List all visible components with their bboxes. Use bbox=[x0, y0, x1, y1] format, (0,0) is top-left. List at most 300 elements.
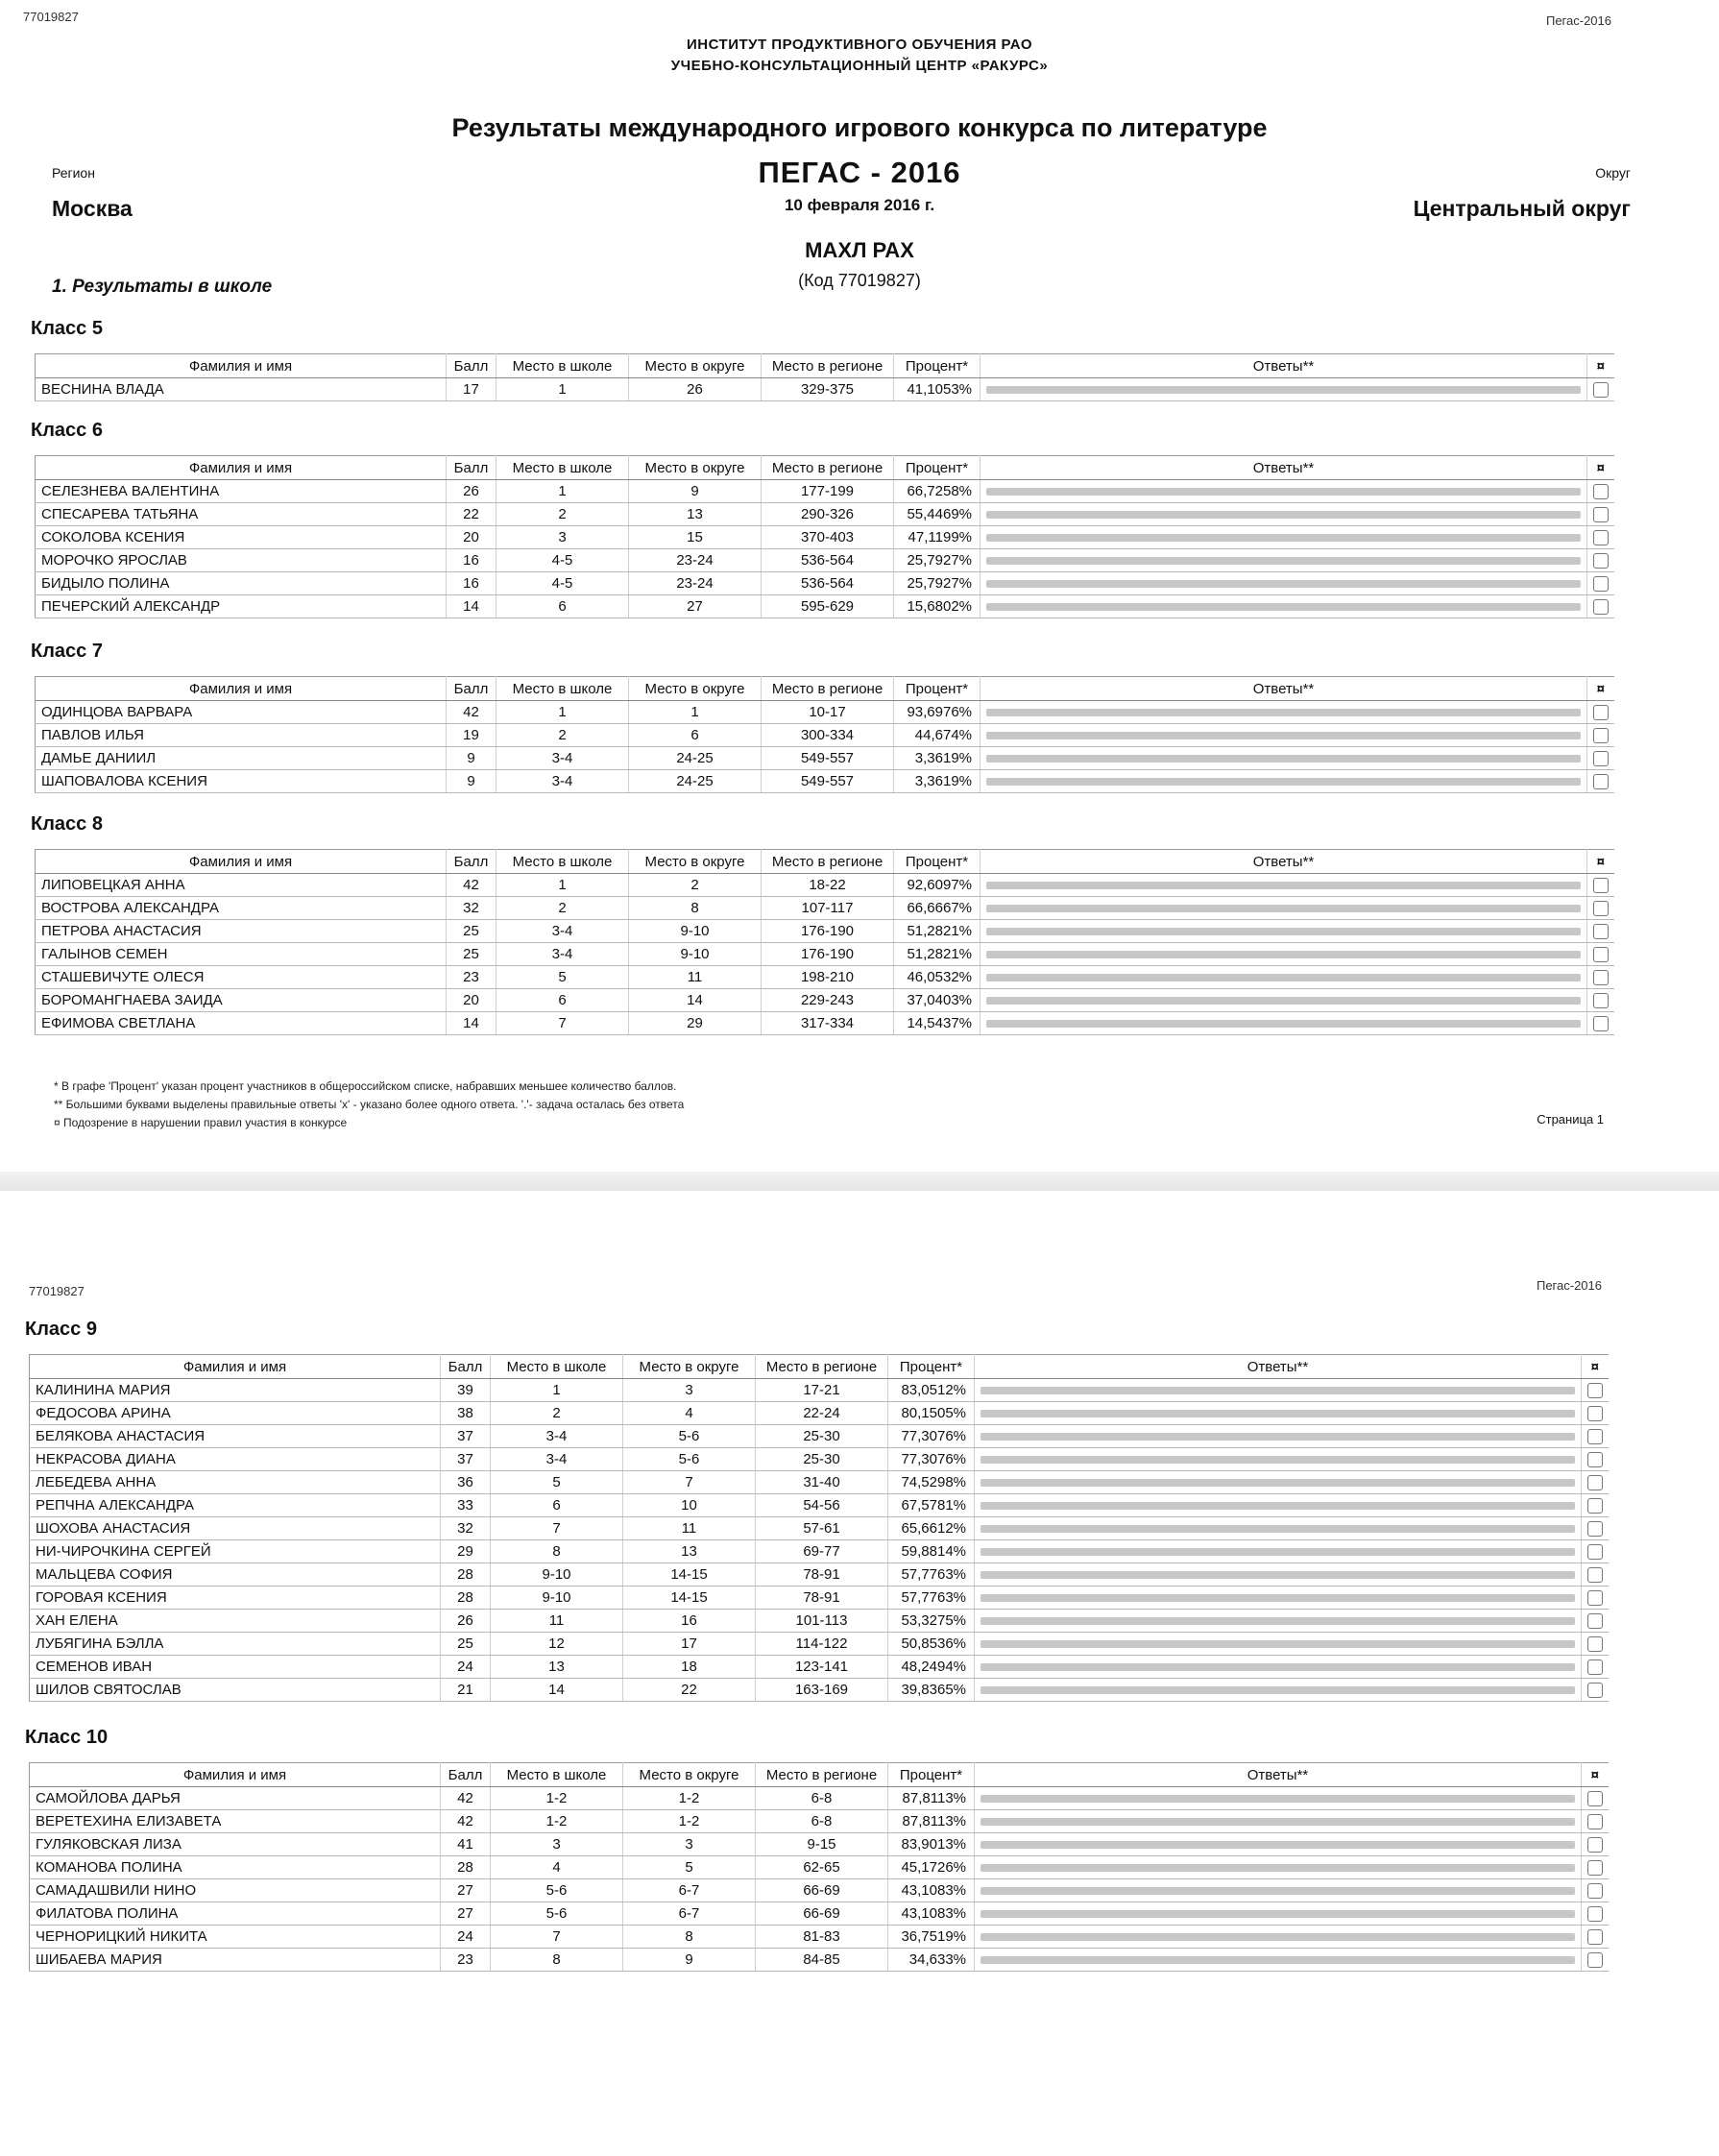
violation-flag-cell bbox=[1582, 1902, 1609, 1926]
table-row bbox=[36, 480, 1614, 503]
answers-cell bbox=[975, 1425, 1582, 1448]
document-code: 77019827 bbox=[23, 10, 79, 24]
table-row bbox=[30, 1379, 1609, 1402]
table-row bbox=[36, 897, 1614, 920]
column-header-score: Балл bbox=[447, 354, 496, 378]
violation-flag-cell bbox=[1582, 1949, 1609, 1972]
cell-name: ОДИНЦОВА ВАРВАРА bbox=[36, 701, 447, 724]
cell-percent: 3,3619% bbox=[894, 770, 981, 793]
answers-cell bbox=[981, 549, 1587, 572]
cell-school-place: 3 bbox=[496, 526, 629, 549]
cell-school-place: 2 bbox=[491, 1402, 623, 1425]
cell-district-place: 14 bbox=[629, 989, 762, 1012]
table-row bbox=[36, 920, 1614, 943]
cell-district-place: 2 bbox=[629, 874, 762, 897]
cell-percent: 47,1199% bbox=[894, 526, 981, 549]
cell-region-place: 62-65 bbox=[756, 1856, 888, 1879]
cell-district-place: 16 bbox=[623, 1610, 756, 1633]
cell-district-place: 5 bbox=[623, 1856, 756, 1879]
table-row bbox=[30, 1587, 1609, 1610]
answers-placeholder bbox=[981, 1933, 1575, 1941]
cell-name: САМАДАШВИЛИ НИНО bbox=[30, 1879, 441, 1902]
answers-cell bbox=[975, 1633, 1582, 1656]
cell-score: 32 bbox=[441, 1517, 491, 1540]
column-header-region-place: Место в регионе bbox=[756, 1763, 888, 1787]
class-title: Класс 7 bbox=[31, 641, 103, 662]
cell-name: ЕФИМОВА СВЕТЛАНА bbox=[36, 1012, 447, 1035]
answers-cell bbox=[981, 595, 1587, 618]
violation-flag-icon: ¤ bbox=[1596, 357, 1605, 375]
checkbox-icon bbox=[1587, 1383, 1603, 1398]
checkbox-icon bbox=[1593, 530, 1609, 545]
class-title: Класс 5 bbox=[31, 318, 103, 339]
cell-district-place: 6-7 bbox=[623, 1879, 756, 1902]
cell-percent: 25,7927% bbox=[894, 572, 981, 595]
cell-percent: 55,4469% bbox=[894, 503, 981, 526]
system-label-page-2: Пегас-2016 bbox=[1536, 1278, 1602, 1293]
cell-region-place: 25-30 bbox=[756, 1425, 888, 1448]
class-title: Класс 9 bbox=[25, 1319, 97, 1340]
answers-placeholder bbox=[986, 905, 1581, 912]
answers-placeholder bbox=[981, 1456, 1575, 1464]
cell-region-place: 300-334 bbox=[762, 724, 894, 747]
cell-district-place: 11 bbox=[629, 966, 762, 989]
cell-percent: 57,7763% bbox=[888, 1587, 975, 1610]
cell-region-place: 549-557 bbox=[762, 770, 894, 793]
cell-percent: 51,2821% bbox=[894, 920, 981, 943]
column-header-percent: Процент* bbox=[894, 354, 981, 378]
cell-school-place: 1 bbox=[496, 480, 629, 503]
answers-cell bbox=[975, 1471, 1582, 1494]
answers-placeholder bbox=[981, 1502, 1575, 1510]
cell-school-place: 4-5 bbox=[496, 572, 629, 595]
results-table bbox=[29, 1354, 1609, 1702]
cell-score: 36 bbox=[441, 1471, 491, 1494]
answers-placeholder bbox=[986, 1020, 1581, 1028]
violation-flag-cell bbox=[1582, 1926, 1609, 1949]
checkbox-icon bbox=[1593, 970, 1609, 985]
table-row bbox=[36, 503, 1614, 526]
answers-placeholder bbox=[986, 488, 1581, 496]
table-row bbox=[36, 572, 1614, 595]
cell-region-place: 123-141 bbox=[756, 1656, 888, 1679]
table-row bbox=[30, 1610, 1609, 1633]
cell-score: 9 bbox=[447, 770, 496, 793]
cell-district-place: 24-25 bbox=[629, 747, 762, 770]
violation-flag-cell bbox=[1587, 572, 1614, 595]
cell-district-place: 13 bbox=[629, 503, 762, 526]
answers-placeholder bbox=[981, 1910, 1575, 1918]
cell-region-place: 370-403 bbox=[762, 526, 894, 549]
cell-region-place: 329-375 bbox=[762, 378, 894, 401]
cell-school-place: 6 bbox=[491, 1494, 623, 1517]
column-header-percent: Процент* bbox=[894, 456, 981, 480]
cell-school-place: 2 bbox=[496, 897, 629, 920]
cell-district-place: 9-10 bbox=[629, 943, 762, 966]
cell-score: 32 bbox=[447, 897, 496, 920]
cell-percent: 15,6802% bbox=[894, 595, 981, 618]
cell-name: ГУЛЯКОВСКАЯ ЛИЗА bbox=[30, 1833, 441, 1856]
cell-score: 16 bbox=[447, 572, 496, 595]
answers-placeholder bbox=[986, 974, 1581, 981]
column-header-answers: Ответы** bbox=[981, 677, 1587, 701]
answers-placeholder bbox=[981, 1387, 1575, 1394]
cell-school-place: 3-4 bbox=[496, 770, 629, 793]
cell-region-place: 81-83 bbox=[756, 1926, 888, 1949]
cell-percent: 59,8814% bbox=[888, 1540, 975, 1563]
table-row bbox=[36, 747, 1614, 770]
column-header-district-place: Место в округе bbox=[629, 354, 762, 378]
cell-percent: 34,633% bbox=[888, 1949, 975, 1972]
cell-percent: 77,3076% bbox=[888, 1448, 975, 1471]
answers-placeholder bbox=[986, 928, 1581, 935]
violation-flag-cell bbox=[1582, 1448, 1609, 1471]
violation-flag-cell bbox=[1587, 770, 1614, 793]
cell-region-place: 6-8 bbox=[756, 1810, 888, 1833]
cell-district-place: 8 bbox=[623, 1926, 756, 1949]
cell-percent: 45,1726% bbox=[888, 1856, 975, 1879]
column-header-answers: Ответы** bbox=[981, 850, 1587, 874]
table-row bbox=[36, 701, 1614, 724]
column-header-region-place: Место в регионе bbox=[762, 354, 894, 378]
cell-district-place: 29 bbox=[629, 1012, 762, 1035]
column-header-district-place: Место в округе bbox=[629, 850, 762, 874]
column-header-percent: Процент* bbox=[894, 677, 981, 701]
cell-name: ФЕДОСОВА АРИНА bbox=[30, 1402, 441, 1425]
answers-cell bbox=[981, 378, 1587, 401]
cell-district-place: 10 bbox=[623, 1494, 756, 1517]
table-row bbox=[30, 1656, 1609, 1679]
table-header-row bbox=[30, 1763, 1609, 1787]
cell-school-place: 13 bbox=[491, 1656, 623, 1679]
answers-cell bbox=[975, 1879, 1582, 1902]
table-row bbox=[30, 1402, 1609, 1425]
cell-district-place: 1-2 bbox=[623, 1810, 756, 1833]
violation-flag-cell bbox=[1582, 1471, 1609, 1494]
contest-name: ПЕГАС - 2016 bbox=[758, 156, 961, 189]
violation-flag-cell bbox=[1587, 503, 1614, 526]
cell-percent: 41,1053% bbox=[894, 378, 981, 401]
cell-district-place: 22 bbox=[623, 1679, 756, 1702]
violation-flag-cell bbox=[1587, 724, 1614, 747]
cell-district-place: 14-15 bbox=[623, 1587, 756, 1610]
cell-score: 21 bbox=[441, 1679, 491, 1702]
cell-region-place: 10-17 bbox=[762, 701, 894, 724]
violation-flag-cell bbox=[1587, 920, 1614, 943]
cell-percent: 39,8365% bbox=[888, 1679, 975, 1702]
table-row bbox=[36, 595, 1614, 618]
cell-name: ШИЛОВ СВЯТОСЛАВ bbox=[30, 1679, 441, 1702]
cell-school-place: 4 bbox=[491, 1856, 623, 1879]
cell-school-place: 7 bbox=[491, 1926, 623, 1949]
checkbox-icon bbox=[1593, 878, 1609, 893]
cell-region-place: 198-210 bbox=[762, 966, 894, 989]
cell-school-place: 5-6 bbox=[491, 1902, 623, 1926]
answers-placeholder bbox=[986, 951, 1581, 958]
checkbox-icon bbox=[1587, 1837, 1603, 1853]
organization-line-2: УЧЕБНО-КОНСУЛЬТАЦИОННЫЙ ЦЕНТР «РАКУРС» bbox=[670, 58, 1049, 74]
checkbox-icon bbox=[1587, 1406, 1603, 1421]
cell-school-place: 6 bbox=[496, 989, 629, 1012]
column-header-percent: Процент* bbox=[894, 850, 981, 874]
cell-school-place: 6 bbox=[496, 595, 629, 618]
cell-name: ПЕЧЕРСКИЙ АЛЕКСАНДР bbox=[36, 595, 447, 618]
table-row bbox=[30, 1833, 1609, 1856]
cell-name: СОКОЛОВА КСЕНИЯ bbox=[36, 526, 447, 549]
checkbox-icon bbox=[1593, 484, 1609, 499]
cell-score: 42 bbox=[447, 701, 496, 724]
cell-percent: 48,2494% bbox=[888, 1656, 975, 1679]
violation-flag-cell bbox=[1582, 1879, 1609, 1902]
cell-score: 37 bbox=[441, 1425, 491, 1448]
cell-score: 27 bbox=[441, 1902, 491, 1926]
cell-district-place: 1-2 bbox=[623, 1787, 756, 1810]
cell-score: 24 bbox=[441, 1656, 491, 1679]
cell-district-place: 27 bbox=[629, 595, 762, 618]
cell-score: 42 bbox=[441, 1787, 491, 1810]
checkbox-icon bbox=[1593, 924, 1609, 939]
cell-region-place: 9-15 bbox=[756, 1833, 888, 1856]
checkbox-icon bbox=[1587, 1475, 1603, 1490]
cell-score: 39 bbox=[441, 1379, 491, 1402]
cell-name: РЕПЧНА АЛЕКСАНДРА bbox=[30, 1494, 441, 1517]
table-row bbox=[36, 770, 1614, 793]
checkbox-icon bbox=[1587, 1791, 1603, 1806]
checkbox-icon bbox=[1593, 751, 1609, 766]
answers-placeholder bbox=[981, 1410, 1575, 1417]
table-row bbox=[30, 1949, 1609, 1972]
table-row bbox=[30, 1679, 1609, 1702]
table-row bbox=[30, 1471, 1609, 1494]
cell-region-place: 536-564 bbox=[762, 572, 894, 595]
violation-flag-cell bbox=[1587, 943, 1614, 966]
cell-school-place: 1 bbox=[491, 1379, 623, 1402]
checkbox-icon bbox=[1587, 1929, 1603, 1945]
answers-cell bbox=[981, 747, 1587, 770]
column-header-score: Балл bbox=[441, 1355, 491, 1379]
cell-name: МАЛЬЦЕВА СОФИЯ bbox=[30, 1563, 441, 1587]
column-header-percent: Процент* bbox=[888, 1355, 975, 1379]
checkbox-icon bbox=[1593, 774, 1609, 789]
cell-region-place: 317-334 bbox=[762, 1012, 894, 1035]
answers-placeholder bbox=[986, 603, 1581, 611]
violation-flag-cell bbox=[1582, 1833, 1609, 1856]
table-header-row bbox=[36, 354, 1614, 378]
cell-percent: 46,0532% bbox=[894, 966, 981, 989]
class-title: Класс 8 bbox=[31, 813, 103, 835]
answers-placeholder bbox=[981, 1640, 1575, 1648]
cell-name: БОРОМАНГНАЕВА ЗАИДА bbox=[36, 989, 447, 1012]
cell-district-place: 15 bbox=[629, 526, 762, 549]
violation-flag-cell bbox=[1582, 1610, 1609, 1633]
checkbox-icon bbox=[1587, 1613, 1603, 1629]
column-header-region-place: Место в регионе bbox=[756, 1355, 888, 1379]
answers-placeholder bbox=[981, 1864, 1575, 1872]
column-header-name: Фамилия и имя bbox=[30, 1355, 441, 1379]
cell-school-place: 3-4 bbox=[496, 747, 629, 770]
column-header-flag bbox=[1587, 354, 1614, 378]
answers-cell bbox=[975, 1563, 1582, 1587]
violation-flag-icon: ¤ bbox=[1590, 1358, 1599, 1375]
cell-name: КОМАНОВА ПОЛИНА bbox=[30, 1856, 441, 1879]
violation-flag-icon: ¤ bbox=[1596, 459, 1605, 476]
checkbox-icon bbox=[1587, 1906, 1603, 1922]
table-header-row bbox=[36, 456, 1614, 480]
class-block-10 bbox=[25, 1724, 1609, 1972]
district-value: Центральный округ bbox=[1413, 196, 1631, 221]
column-header-district-place: Место в округе bbox=[623, 1355, 756, 1379]
column-header-school-place: Место в школе bbox=[496, 677, 629, 701]
class-title: Класс 6 bbox=[31, 420, 103, 441]
cell-region-place: 54-56 bbox=[756, 1494, 888, 1517]
cell-school-place: 3-4 bbox=[491, 1448, 623, 1471]
cell-region-place: 57-61 bbox=[756, 1517, 888, 1540]
column-header-district-place: Место в округе bbox=[623, 1763, 756, 1787]
violation-flag-cell bbox=[1582, 1563, 1609, 1587]
violation-flag-cell bbox=[1587, 966, 1614, 989]
column-header-name: Фамилия и имя bbox=[30, 1763, 441, 1787]
checkbox-icon bbox=[1587, 1567, 1603, 1583]
results-table bbox=[35, 676, 1614, 793]
cell-district-place: 9 bbox=[623, 1949, 756, 1972]
cell-score: 20 bbox=[447, 526, 496, 549]
results-table bbox=[35, 353, 1614, 401]
cell-score: 24 bbox=[441, 1926, 491, 1949]
cell-score: 23 bbox=[447, 966, 496, 989]
answers-placeholder bbox=[986, 882, 1581, 889]
cell-score: 17 bbox=[447, 378, 496, 401]
cell-percent: 92,6097% bbox=[894, 874, 981, 897]
column-header-district-place: Место в округе bbox=[629, 456, 762, 480]
cell-score: 41 bbox=[441, 1833, 491, 1856]
answers-cell bbox=[975, 1402, 1582, 1425]
answers-placeholder bbox=[986, 709, 1581, 716]
answers-placeholder bbox=[981, 1525, 1575, 1533]
checkbox-icon bbox=[1587, 1498, 1603, 1514]
cell-district-place: 9 bbox=[629, 480, 762, 503]
answers-cell bbox=[975, 1926, 1582, 1949]
answers-cell bbox=[981, 503, 1587, 526]
column-header-name: Фамилия и имя bbox=[36, 850, 447, 874]
contest-date: 10 февраля 2016 г. bbox=[784, 196, 935, 214]
cell-school-place: 2 bbox=[496, 724, 629, 747]
cell-name: ВОСТРОВА АЛЕКСАНДРА bbox=[36, 897, 447, 920]
violation-flag-cell bbox=[1582, 1679, 1609, 1702]
cell-percent: 25,7927% bbox=[894, 549, 981, 572]
column-header-region-place: Место в регионе bbox=[762, 456, 894, 480]
cell-name: СЕЛЕЗНЕВА ВАЛЕНТИНА bbox=[36, 480, 447, 503]
violation-flag-cell bbox=[1582, 1856, 1609, 1879]
column-header-region-place: Место в регионе bbox=[762, 677, 894, 701]
cell-percent: 87,8113% bbox=[888, 1810, 975, 1833]
cell-score: 9 bbox=[447, 747, 496, 770]
column-header-school-place: Место в школе bbox=[496, 850, 629, 874]
answers-cell bbox=[975, 1587, 1582, 1610]
cell-name: ПЕТРОВА АНАСТАСИЯ bbox=[36, 920, 447, 943]
checkbox-icon bbox=[1587, 1636, 1603, 1652]
table-row bbox=[30, 1787, 1609, 1810]
cell-score: 19 bbox=[447, 724, 496, 747]
cell-district-place: 11 bbox=[623, 1517, 756, 1540]
cell-name: ФИЛАТОВА ПОЛИНА bbox=[30, 1902, 441, 1926]
column-header-name: Фамилия и имя bbox=[36, 677, 447, 701]
violation-flag-cell bbox=[1582, 1540, 1609, 1563]
cell-name: ЛИПОВЕЦКАЯ АННА bbox=[36, 874, 447, 897]
cell-score: 28 bbox=[441, 1856, 491, 1879]
cell-district-place: 7 bbox=[623, 1471, 756, 1494]
checkbox-icon bbox=[1587, 1544, 1603, 1560]
cell-name: ДАМЬЕ ДАНИИЛ bbox=[36, 747, 447, 770]
cell-region-place: 78-91 bbox=[756, 1563, 888, 1587]
cell-school-place: 1 bbox=[496, 378, 629, 401]
answers-cell bbox=[975, 1856, 1582, 1879]
cell-school-place: 11 bbox=[491, 1610, 623, 1633]
violation-flag-cell bbox=[1582, 1787, 1609, 1810]
cell-district-place: 23-24 bbox=[629, 549, 762, 572]
cell-district-place: 26 bbox=[629, 378, 762, 401]
cell-name: ЛЕБЕДЕВА АННА bbox=[30, 1471, 441, 1494]
table-row bbox=[36, 943, 1614, 966]
cell-school-place: 1-2 bbox=[491, 1787, 623, 1810]
cell-score: 28 bbox=[441, 1563, 491, 1587]
answers-placeholder bbox=[986, 755, 1581, 763]
violation-flag-cell bbox=[1582, 1494, 1609, 1517]
violation-flag-icon: ¤ bbox=[1596, 680, 1605, 697]
answers-placeholder bbox=[986, 580, 1581, 588]
cell-region-place: 6-8 bbox=[756, 1787, 888, 1810]
violation-flag-cell bbox=[1582, 1402, 1609, 1425]
district-label: Округ bbox=[1595, 165, 1631, 181]
answers-cell bbox=[981, 966, 1587, 989]
violation-flag-cell bbox=[1582, 1379, 1609, 1402]
cell-score: 14 bbox=[447, 1012, 496, 1035]
cell-region-place: 66-69 bbox=[756, 1879, 888, 1902]
violation-flag-icon: ¤ bbox=[1596, 853, 1605, 870]
cell-district-place: 9-10 bbox=[629, 920, 762, 943]
cell-percent: 74,5298% bbox=[888, 1471, 975, 1494]
cell-region-place: 549-557 bbox=[762, 747, 894, 770]
organization-line-1: ИНСТИТУТ ПРОДУКТИВНОГО ОБУЧЕНИЯ РАО bbox=[686, 36, 1033, 53]
cell-name: НЕКРАСОВА ДИАНА bbox=[30, 1448, 441, 1471]
table-row bbox=[30, 1494, 1609, 1517]
cell-district-place: 5-6 bbox=[623, 1448, 756, 1471]
violation-flag-cell bbox=[1587, 1012, 1614, 1035]
answers-cell bbox=[981, 572, 1587, 595]
checkbox-icon bbox=[1587, 1521, 1603, 1537]
checkbox-icon bbox=[1593, 507, 1609, 522]
cell-name: СТАШЕВИЧУТЕ ОЛЕСЯ bbox=[36, 966, 447, 989]
school-name: МАХЛ РАХ bbox=[805, 238, 914, 262]
section-heading: 1. Результаты в школе bbox=[52, 277, 273, 297]
cell-name: МОРОЧКО ЯРОСЛАВ bbox=[36, 549, 447, 572]
cell-region-place: 69-77 bbox=[756, 1540, 888, 1563]
checkbox-icon bbox=[1593, 728, 1609, 743]
column-header-answers: Ответы** bbox=[981, 456, 1587, 480]
answers-placeholder bbox=[981, 1956, 1575, 1964]
class-title: Класс 10 bbox=[25, 1727, 109, 1748]
footnotes bbox=[54, 1078, 684, 1132]
class-block-9 bbox=[25, 1316, 1609, 1702]
column-header-flag bbox=[1587, 850, 1614, 874]
table-row bbox=[30, 1540, 1609, 1563]
cell-name: БИДЫЛО ПОЛИНА bbox=[36, 572, 447, 595]
cell-name: БЕЛЯКОВА АНАСТАСИЯ bbox=[30, 1425, 441, 1448]
cell-percent: 43,1083% bbox=[888, 1879, 975, 1902]
cell-percent: 43,1083% bbox=[888, 1902, 975, 1926]
cell-percent: 37,0403% bbox=[894, 989, 981, 1012]
cell-region-place: 107-117 bbox=[762, 897, 894, 920]
violation-flag-cell bbox=[1587, 989, 1614, 1012]
